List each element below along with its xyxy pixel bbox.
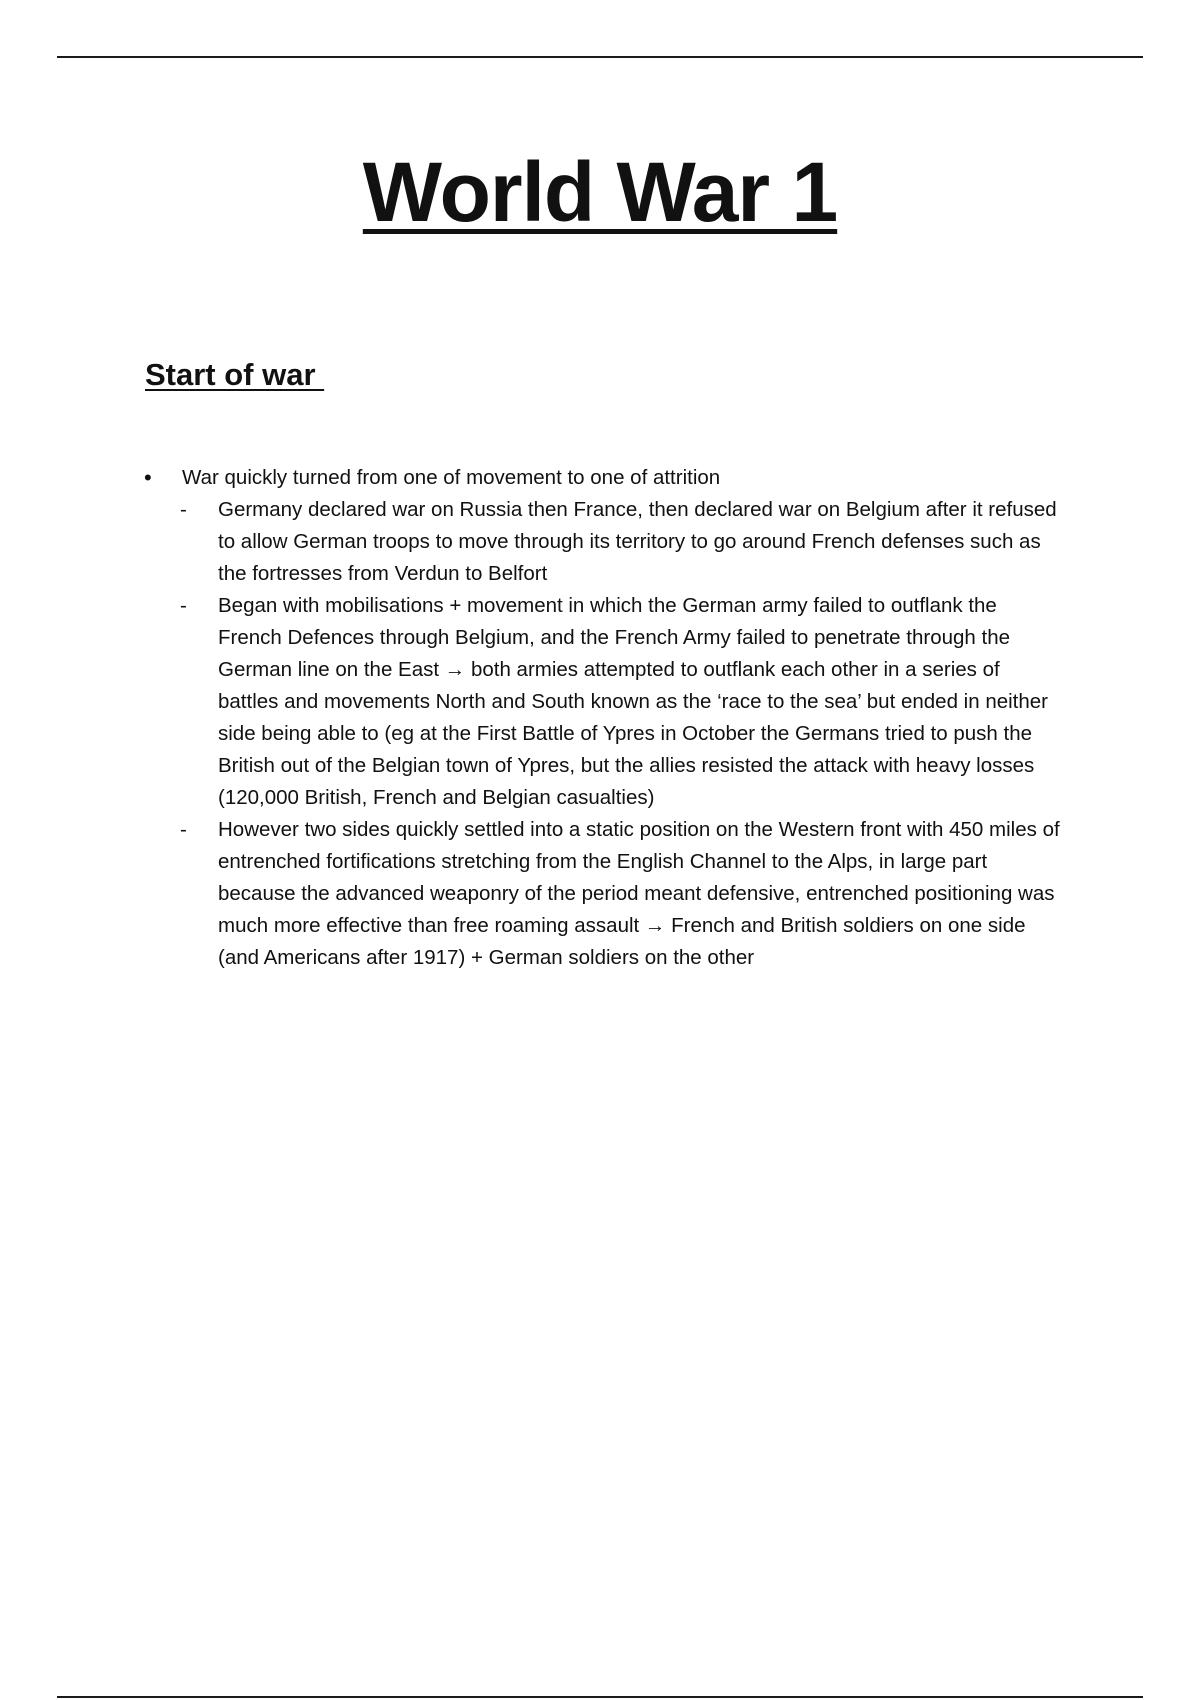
sub-point-item	[140, 590, 1060, 814]
bullet-text: War quickly turned from one of movement to one of attrition	[182, 466, 721, 489]
page-title-text: World War 1	[362, 145, 838, 239]
sub-point-text: Germany declared war on Russia then France, then declared war on Belgium after it refused to allow German troops to move through its territory to go around French defenses such as the fortresses from Verdun to Belfort	[218, 498, 1057, 585]
dash-icon: -	[180, 594, 187, 617]
sub-point-list	[140, 494, 1060, 974]
sub-point-item	[140, 494, 1060, 590]
bullet-icon: •	[144, 465, 152, 490]
bottom-divider	[57, 1696, 1143, 1698]
page-title	[0, 145, 1200, 239]
bullet-item	[140, 462, 1060, 494]
top-divider	[57, 56, 1143, 58]
dash-icon: -	[180, 498, 187, 521]
sub-point-text: Began with mobilisations + movement in which the German army failed to outflank the French Defences through Belgium, and the French Army failed to penetrate through the German line on the East → both armies attempted to outflank each other in a series of battles and movements North and South known as the ‘race to the sea’ but ended in neither side being able to (eg at the First Battle of Ypres in October the Germans tried to push the British out of the Belgian town of Ypres, but the allies resisted the attack with heavy losses (120,000 British, French and Belgian casualties)	[218, 594, 1049, 809]
sub-point-text: However two sides quickly settled into a static position on the Western front with 450 miles of entrenched fortifications stretching from the English Channel to the Alps, in large part because the advanced weaponry of the period meant defensive, entrenched positioning was much more effective than free roaming assault → French and British soldiers on one side (and Americans after 1917) + German soldiers on the other	[218, 818, 1060, 969]
document-body	[140, 462, 1060, 974]
dash-icon: -	[180, 818, 187, 841]
section-heading: Start of war	[145, 357, 325, 392]
sub-point-item	[140, 814, 1060, 974]
